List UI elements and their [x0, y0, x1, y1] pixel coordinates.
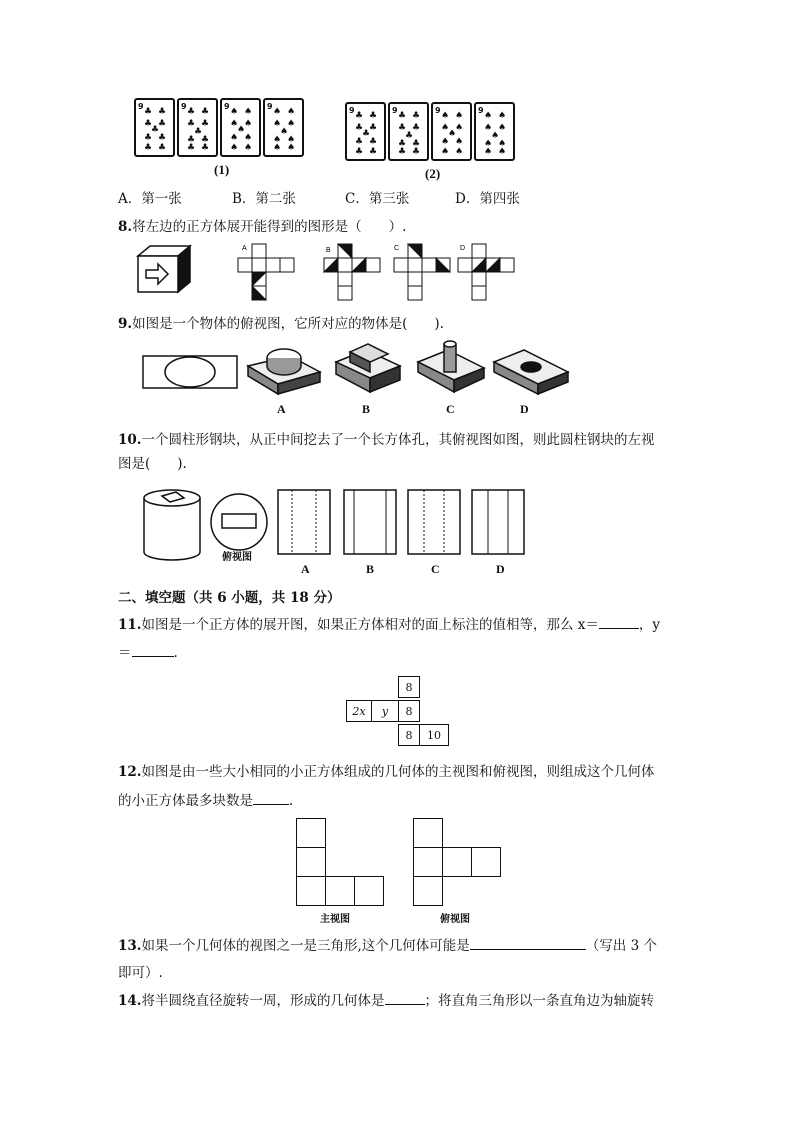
- question-10-line1: 10.一个圆柱形钢块，从正中间挖去了一个长方体孔，其俯视图如图，则此圆柱钢块的左视: [118, 432, 655, 448]
- answer-blank-y[interactable]: [132, 642, 174, 657]
- question-14-line1: 14.将半圆绕直径旋转一周，形成的几何体是 ；将直角三角形以一条直角边为轴旋转: [118, 990, 654, 1012]
- playing-card: 9 ♠ ♠ ♠ ♠ ♠ ♠ ♠ ♠ ♠: [263, 98, 304, 157]
- playing-card: 9 ♣ ♣ ♣ ♣ ♣ ♣ ♣ ♣ ♣: [134, 98, 175, 157]
- net-cell: 10: [419, 724, 449, 746]
- playing-card: 9 ♠ ♠ ♠ ♠ ♠ ♠ ♠ ♠ ♠: [474, 102, 515, 161]
- net-label-b: B: [326, 247, 331, 254]
- question-13-line2: 即可）.: [118, 965, 163, 981]
- figure-label-1: (1): [214, 162, 230, 177]
- question-13-line1: 13.如果一个几何体的视图之一是三角形,这个几何体可能是 （写出 3 个: [118, 935, 657, 957]
- top-view-caption-12: 俯视图: [440, 914, 470, 925]
- playing-card: 9 ♣ ♣ ♣ ♣ ♣ ♣ ♣ ♣ ♣: [345, 102, 386, 161]
- front-view-caption: 主视图: [320, 914, 350, 925]
- answer-blank[interactable]: [470, 935, 586, 950]
- q8-figure: [130, 242, 690, 304]
- option-b: B．第二张: [232, 191, 296, 207]
- question-10-line2: 图是( ).: [118, 456, 187, 472]
- figure-label-2: (2): [425, 166, 441, 181]
- q10-figure: [140, 484, 540, 564]
- q10-label-a: A: [301, 562, 310, 576]
- q10-label-b: B: [366, 562, 375, 576]
- playing-card: 9 ♣ ♣ ♣ ♣ ♣ ♣ ♣ ♣ ♣: [388, 102, 429, 161]
- answer-blank[interactable]: [385, 990, 425, 1005]
- q9-label-a: A: [277, 402, 286, 416]
- playing-card: 9 ♠ ♠ ♠ ♠ ♠ ♠ ♠ ♠ ♠: [220, 98, 261, 157]
- question-8: 8.将左边的正方体展开能得到的图形是（ ）.: [118, 219, 407, 235]
- q10-label-d: D: [496, 562, 505, 576]
- net-label-a: A: [242, 245, 247, 252]
- q9-figure: [140, 338, 580, 408]
- question-11-line2: ＝ .: [118, 642, 178, 664]
- playing-card: 9 ♣ ♣ ♣ ♣ ♣ ♣ ♣ ♣ ♣: [177, 98, 218, 157]
- question-9: 9.如图是一个物体的俯视图，它所对应的物体是( ).: [118, 316, 444, 332]
- section-title: 二、填空题（共 6 小题，共 18 分）: [118, 590, 341, 606]
- option-c: C．第三张: [345, 191, 410, 207]
- net-cell: y: [371, 700, 399, 722]
- answer-blank-x[interactable]: [599, 614, 639, 629]
- net-label-d: D: [460, 245, 466, 252]
- q9-label-d: D: [520, 402, 529, 416]
- net-cell: 2x: [346, 700, 372, 722]
- q10-label-c: C: [431, 562, 440, 576]
- net-label-c: C: [394, 245, 400, 252]
- question-12-line2: 的小正方体最多块数是 .: [118, 790, 293, 812]
- option-d: D．第四张: [455, 191, 520, 207]
- q9-label-c: C: [446, 402, 455, 416]
- net-cell: 8: [398, 700, 420, 722]
- top-view-caption: 俯视图: [222, 552, 252, 563]
- answer-blank[interactable]: [253, 790, 289, 805]
- playing-card: 9 ♠ ♠ ♠ ♠ ♠ ♠ ♠ ♠ ♠: [431, 102, 472, 161]
- q9-label-b: B: [362, 402, 371, 416]
- question-12-line1: 12.如图是由一些大小相同的小正方体组成的几何体的主视图和俯视图，则组成这个几何体: [118, 764, 655, 780]
- question-11-line1: 11.如图是一个正方体的展开图，如果正方体相对的面上标注的值相等，那么 x＝ ，y: [118, 614, 660, 636]
- net-cell: 8: [398, 724, 420, 746]
- net-cell: 8: [398, 676, 420, 698]
- option-a: A．第一张: [118, 191, 182, 207]
